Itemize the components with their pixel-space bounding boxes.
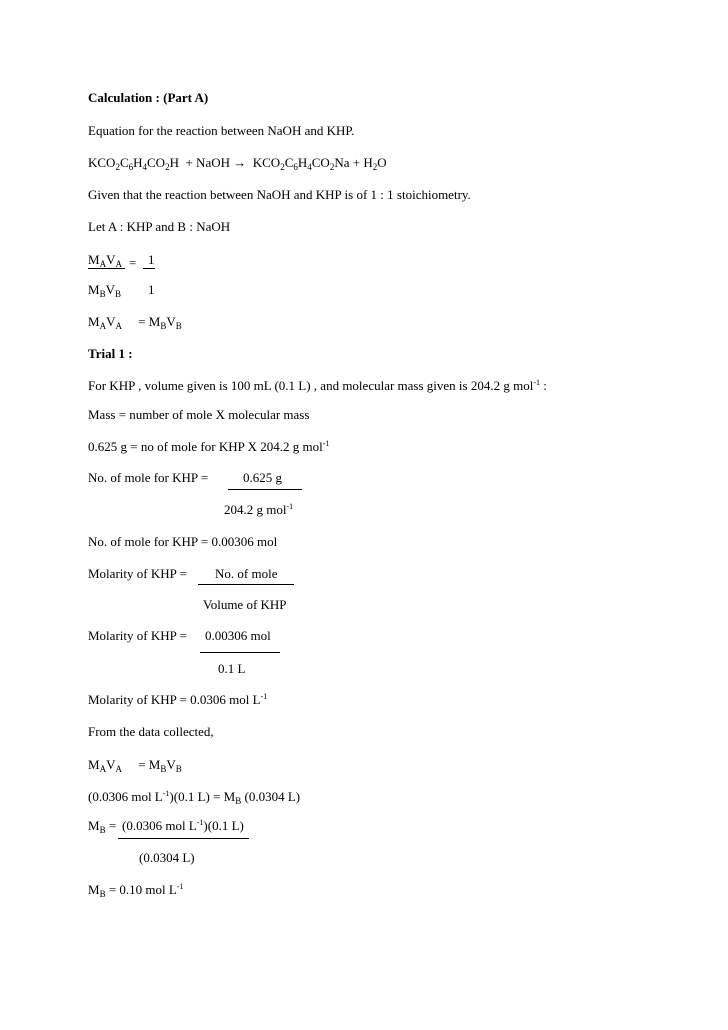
molarity-fraction2-numerator: 0.00306 mol [205,628,271,643]
molarity-fraction1-numerator: No. of mole [215,566,278,581]
ratio-denominator: $M_BV_B$ [88,282,121,299]
mole-result: No. of mole for KHP = 0.00306 mol [88,534,278,549]
mass-formula: Mass = number of mole X molecular mass [88,407,310,422]
ratio-numerator: $M_AV_A$ [88,252,122,269]
molarity-fraction2-denominator: 0.1 L [218,661,246,676]
equation-intro: Equation for the reaction between NaOH and KHP. [88,123,355,138]
mb-fraction-bar [118,838,249,839]
mb-fraction-label: $M_B$ = [88,818,117,835]
molarity-fraction1-bar [198,584,294,585]
trial-heading: Trial 1 : [88,346,133,361]
relation-line: $M_AV_A$ = $M_BV_B$ [88,314,182,331]
substitution-line: (0.0306 mol $L^{-1})(0.1$ $L) = M_B$ (0.0304 L) [88,789,301,806]
molarity-fraction1-label: Molarity of KHP = [88,566,187,581]
stoichiometry-statement: Given that the reaction between NaOH and KHP is of 1 : 1 stoichiometry. [88,187,471,202]
let-definition: Let A : KHP and B : NaOH [88,219,231,234]
molarity-fraction2-bar [200,652,280,653]
mole-fraction-label: No. of mole for KHP = [88,470,209,485]
final-result: $M_B = 0.10$ mol $L^{-1}$ [88,882,184,899]
ratio-one-top: 1 [148,252,155,267]
heading-part-a: Calculation : (Part A) [88,90,209,105]
molarity-fraction1-denominator: Volume of KHP [203,597,287,612]
khp-given-line: For KHP , volume given is 100 mL (0.1 L) , and molecular mass given is 204.2 g mol$^{-1}$ : [88,378,547,393]
ratio-fraction-bar [88,268,125,269]
reaction-equation: $KCO_2C_6H_4CO_2H$ + NaOH → $KCO_2C_6H_4CO_2Na + H_2O$ [88,155,387,172]
data-collected-line: From the data collected, [88,724,214,739]
molarity-fraction2-label: Molarity of KHP = [88,628,187,643]
ratio-one-bottom: 1 [148,282,155,297]
mole-fraction-denominator: 204.2 g mol$^{-1}$ [224,502,294,517]
mole-fraction-bar [228,489,302,490]
ratio-equals: = [129,255,137,270]
mass-calculation: 0.625 g = no of mole for KHP X 204.2 g mol$^{-1}$ [88,439,330,454]
mb-fraction-denominator: (0.0304 L) [139,850,195,865]
mb-fraction-numerator: (0.0306 mol $L^{-1})(0.1$ L) [122,818,244,833]
mole-fraction-numerator: 0.625 g [243,470,282,485]
molarity-result: Molarity of KHP = 0.0306 mol $L^{-1}$ [88,692,268,707]
relation-line-2: $M_AV_A$ = $M_BV_B$ [88,757,182,774]
reaction-arrow-icon: → [233,155,247,170]
ratio-right-bar [143,268,155,269]
